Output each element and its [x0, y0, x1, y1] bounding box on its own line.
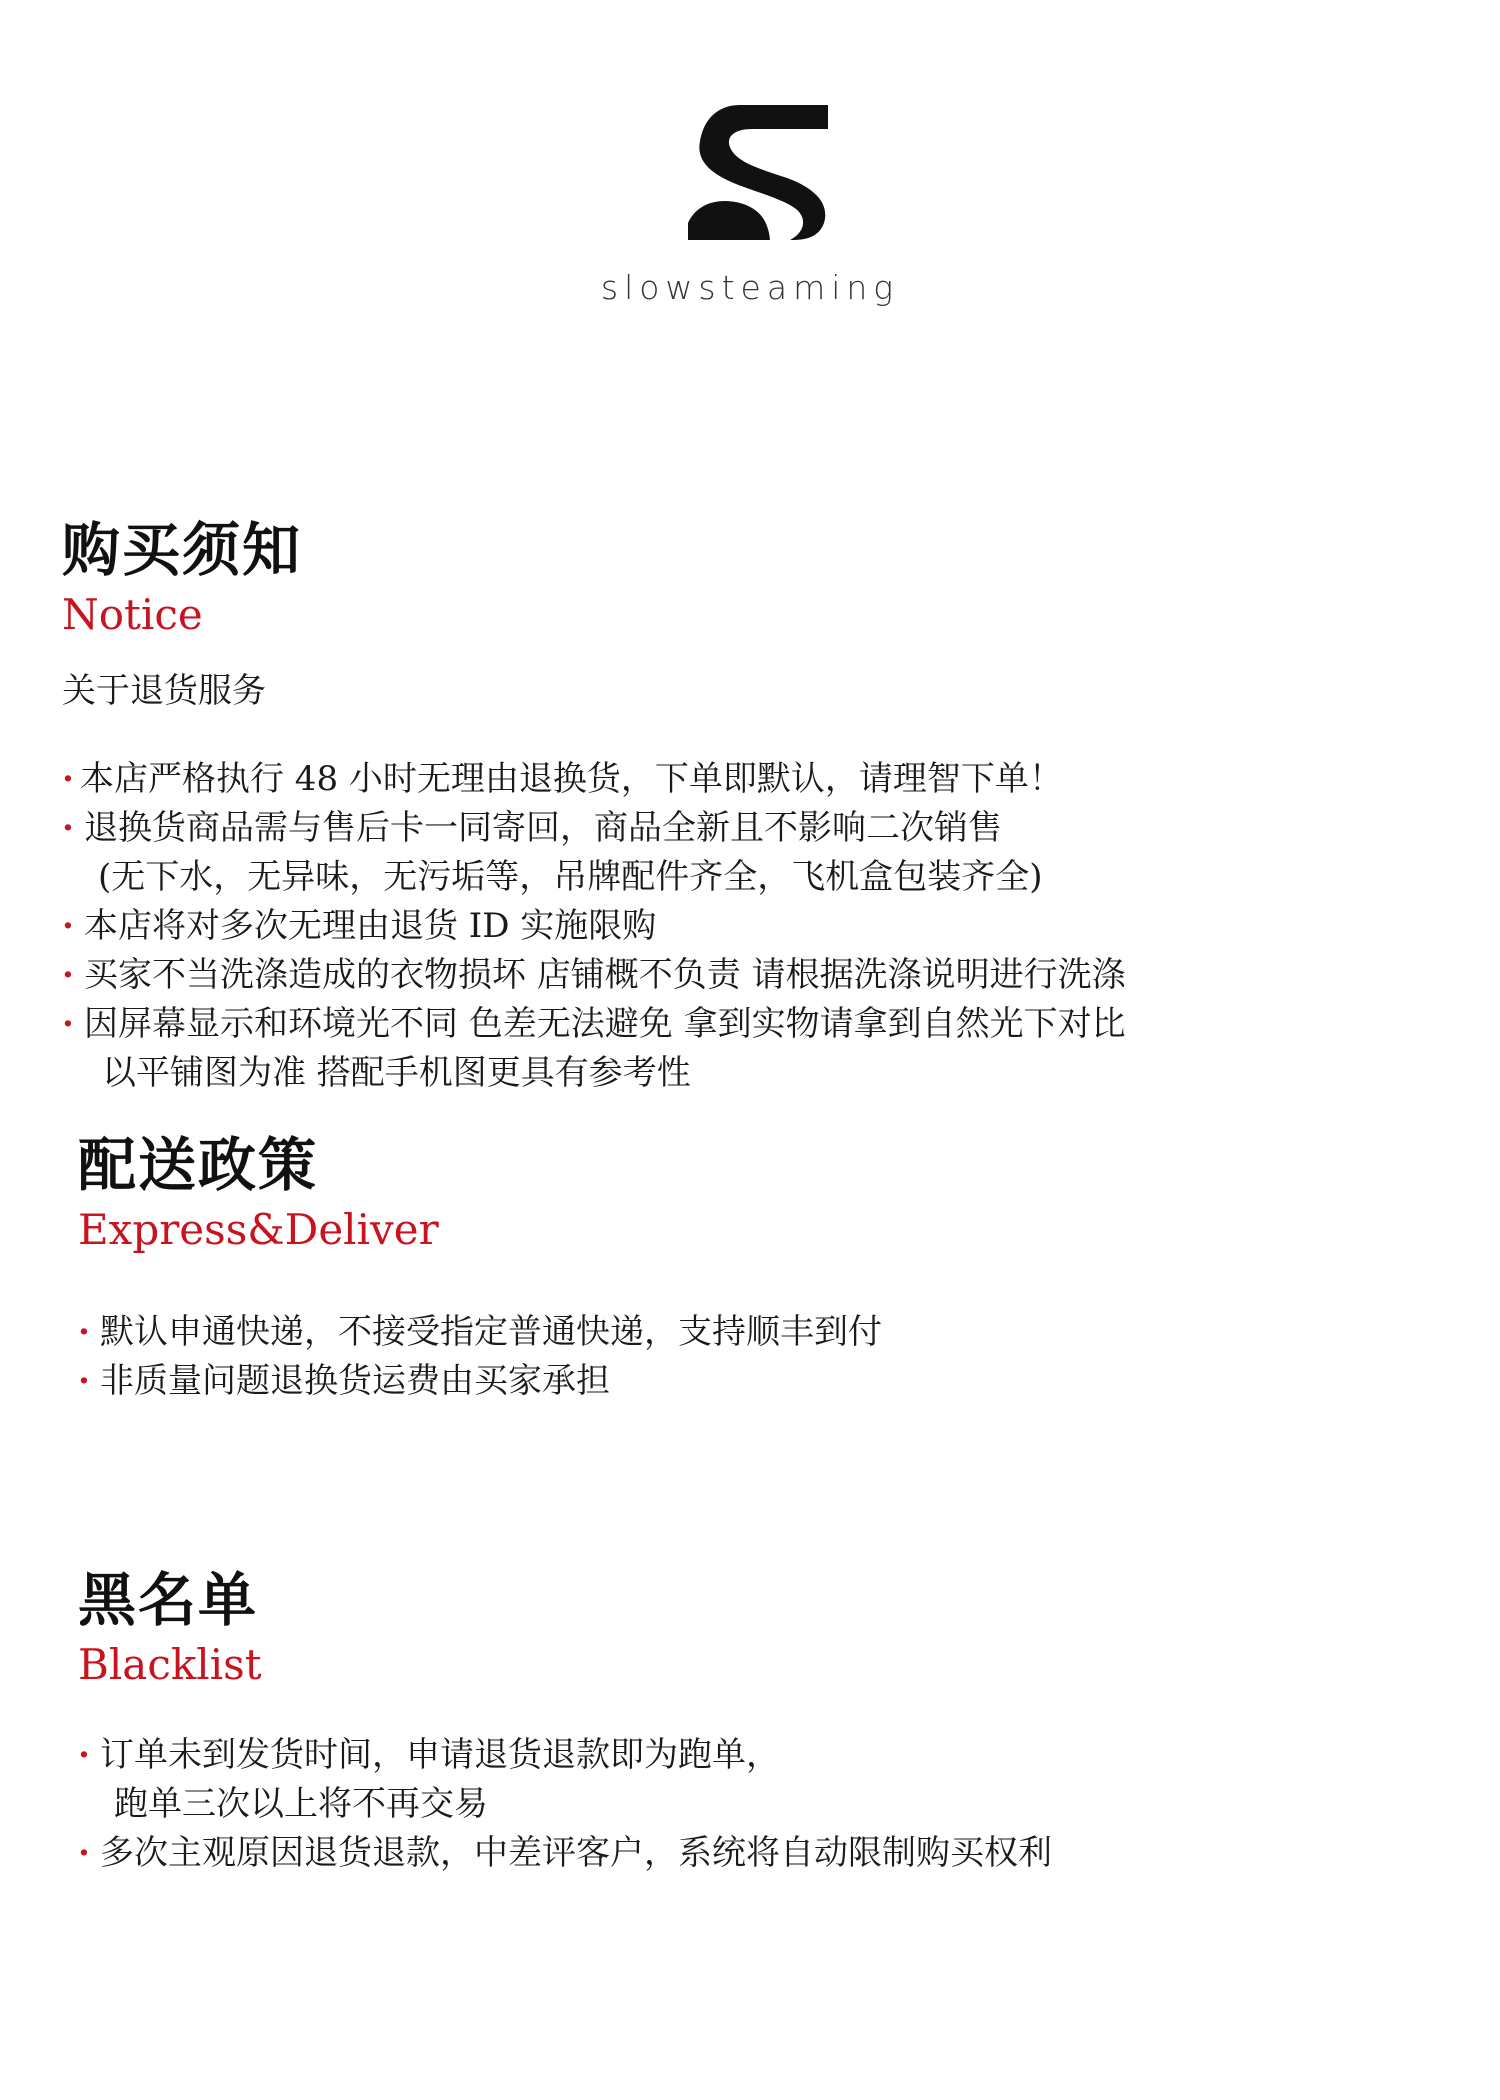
notice-list [62, 755, 1126, 1098]
blacklist-section [78, 1565, 1052, 1878]
blacklist-item-2 [78, 1829, 1052, 1878]
notice-subtitle: Notice [62, 590, 203, 639]
bullet-dot: · [78, 1833, 90, 1873]
blacklist-item-1 [78, 1731, 1052, 1829]
notice-title: 购买须知 [62, 516, 303, 584]
notice-intro: 关于退货服务 [62, 671, 266, 711]
notice-item-3 [62, 902, 1126, 951]
notice-item-text: 本店将对多次无理由退货 ID 实施限购 [84, 906, 657, 946]
brand-wordmark: slowsteaming [600, 268, 900, 307]
notice-item-text: 退换货商品需与售后卡一同寄回，商品全新且不影响二次销售 [84, 808, 1002, 848]
notice-section [62, 515, 1126, 1098]
notice-item-4 [62, 951, 1126, 1000]
blacklist-list [78, 1731, 1052, 1878]
blacklist-title: 黑名单 [78, 1566, 259, 1634]
notice-item-1 [62, 755, 1126, 804]
notice-item-2 [62, 804, 1126, 902]
bullet-dot: · [62, 759, 74, 799]
slowsteaming-logo-icon [688, 105, 828, 240]
bullet-dot: · [62, 955, 74, 995]
delivery-item-1 [78, 1308, 882, 1357]
delivery-section [78, 1130, 882, 1406]
bullet-dot: · [78, 1312, 90, 1352]
notice-item-continuation: 以平铺图为准 搭配手机图更具有参考性 [102, 1053, 691, 1093]
notice-item-5 [62, 1000, 1126, 1098]
notice-item-text: 买家不当洗涤造成的衣物损坏 店铺概不负责 请根据洗涤说明进行洗涤 [84, 955, 1126, 995]
delivery-item-text: 默认申通快递，不接受指定普通快递，支持顺丰到付 [100, 1312, 882, 1352]
bullet-dot: · [78, 1735, 90, 1775]
delivery-list [78, 1308, 882, 1406]
notice-item-continuation: (无下水，无异味，无污垢等，吊牌配件齐全，飞机盒包装齐全) [98, 857, 1043, 897]
bullet-dot: · [78, 1361, 90, 1401]
blacklist-item-text: 订单未到发货时间，申请退货退款即为跑单， [100, 1735, 780, 1775]
delivery-subtitle: Express&Deliver [78, 1205, 439, 1254]
notice-item-text: 本店严格执行 48 小时无理由退换货，下单即默认，请理智下单！ [80, 759, 1063, 799]
bullet-dot: · [62, 906, 74, 946]
bullet-dot: · [62, 808, 74, 848]
delivery-item-text: 非质量问题退换货运费由买家承担 [100, 1361, 610, 1401]
blacklist-item-text: 多次主观原因退货退款，中差评客户，系统将自动限制购买权利 [100, 1833, 1052, 1873]
blacklist-item-continuation: 跑单三次以上将不再交易 [114, 1784, 488, 1824]
delivery-item-2 [78, 1357, 882, 1406]
bullet-dot: · [62, 1004, 74, 1044]
blacklist-subtitle: Blacklist [78, 1640, 262, 1689]
notice-item-text: 因屏幕显示和环境光不同 色差无法避免 拿到实物请拿到自然光下对比 [84, 1004, 1126, 1044]
delivery-title: 配送政策 [78, 1131, 319, 1199]
